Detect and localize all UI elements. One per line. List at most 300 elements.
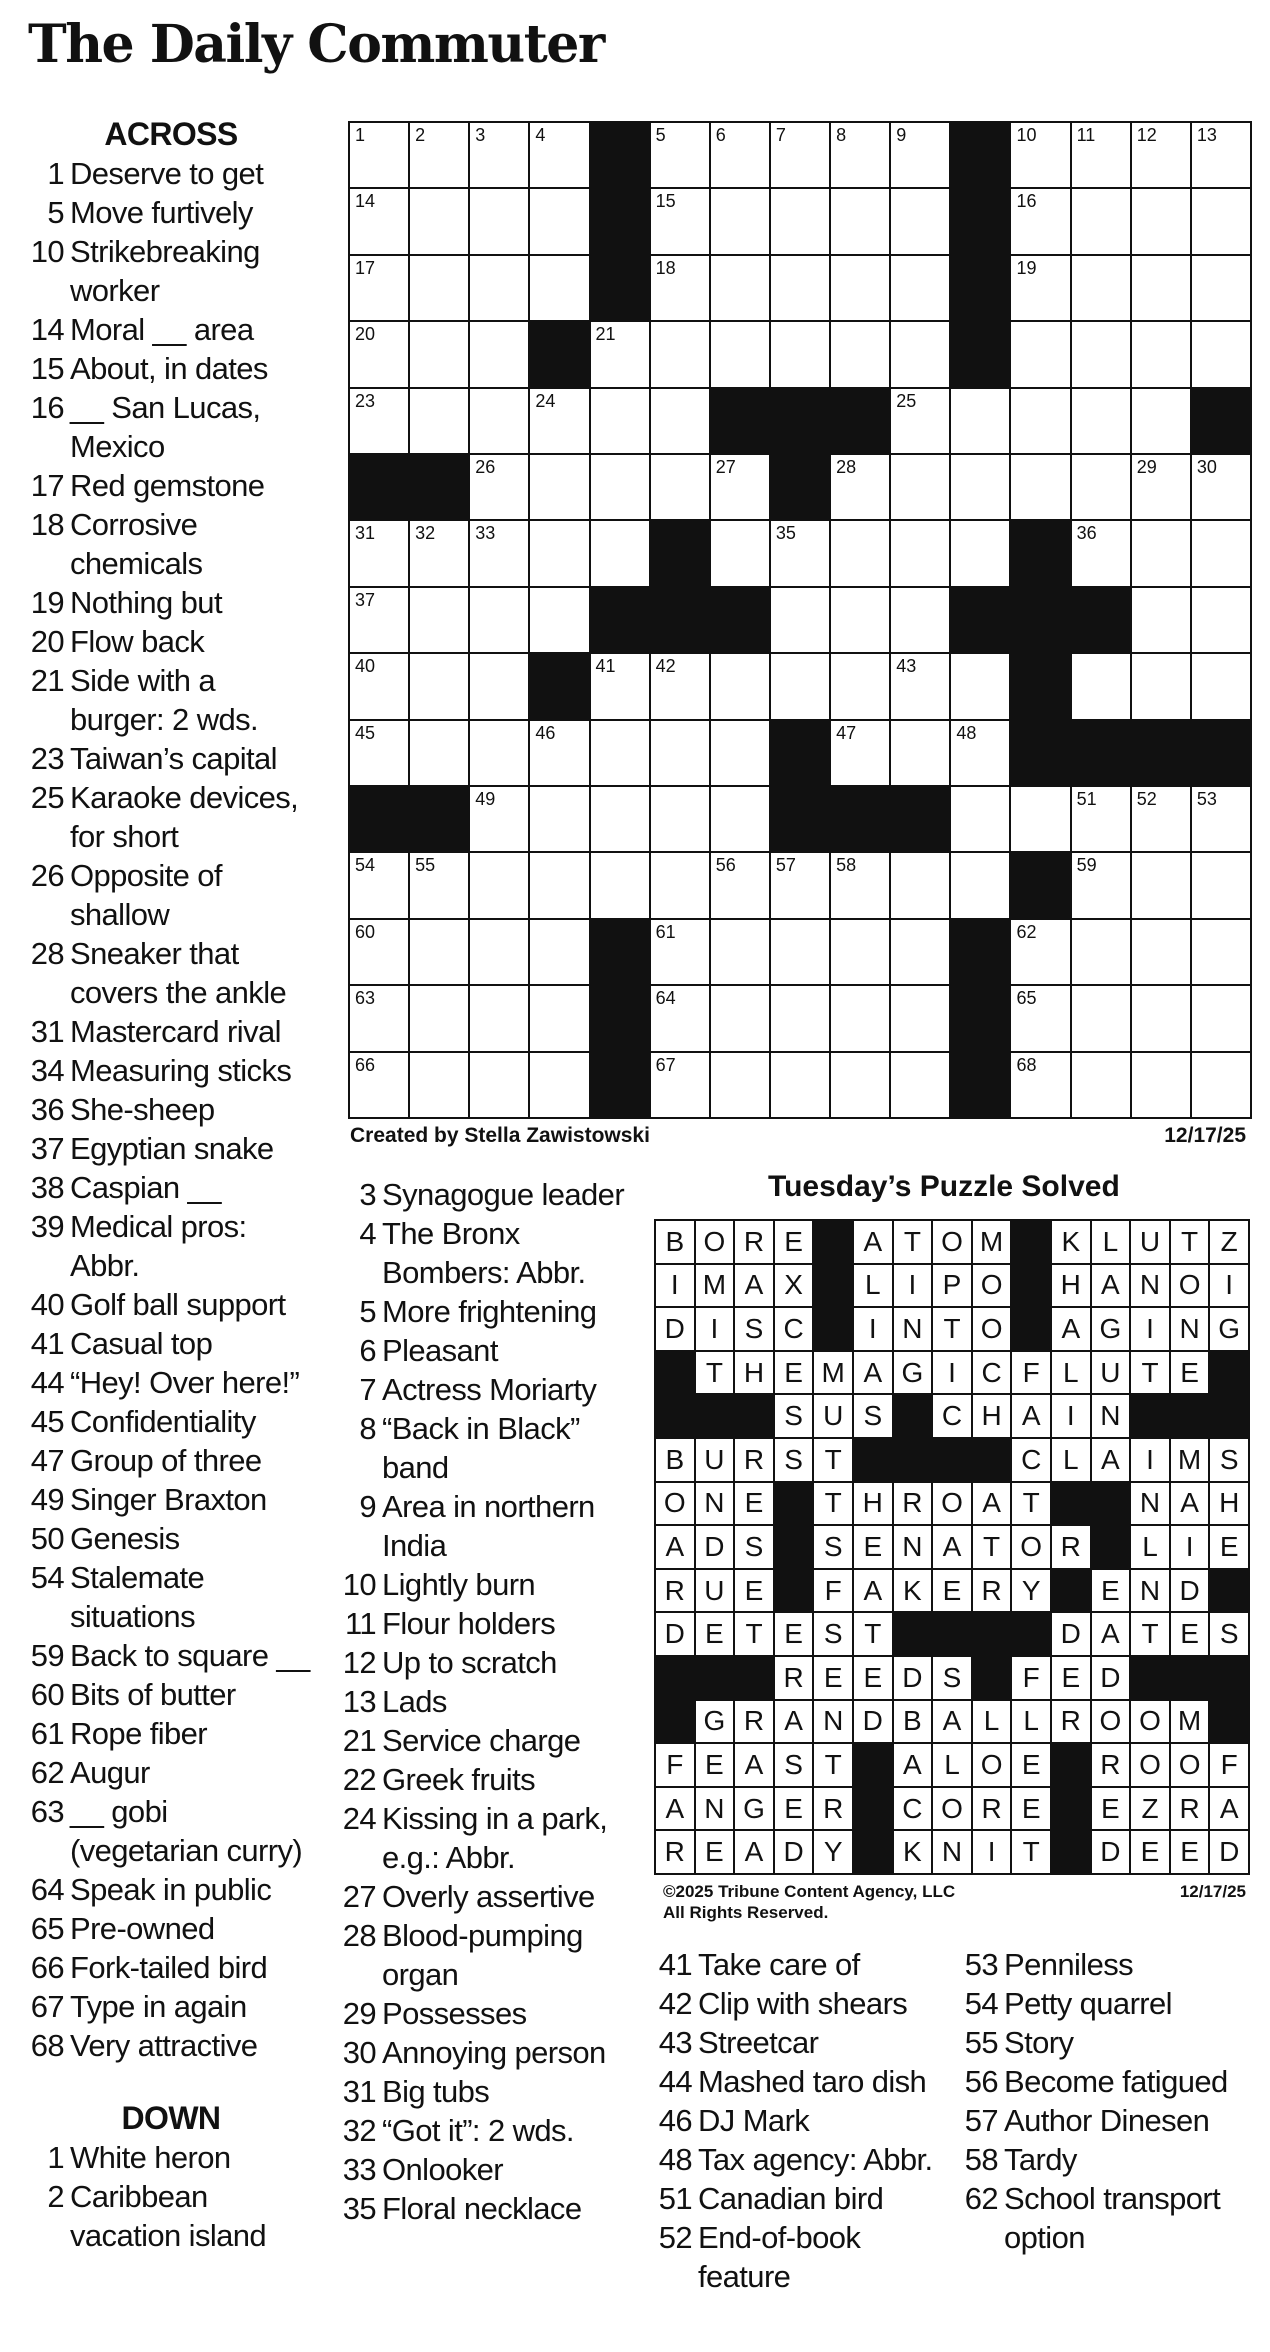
black-square bbox=[1192, 389, 1250, 453]
solution-letter: G bbox=[894, 1352, 932, 1394]
grid-cell[interactable] bbox=[831, 853, 889, 917]
grid-cell[interactable] bbox=[831, 521, 889, 585]
grid-cell[interactable] bbox=[470, 123, 528, 187]
grid-cell[interactable] bbox=[1011, 986, 1069, 1050]
grid-cell[interactable] bbox=[1011, 787, 1069, 851]
grid-cell[interactable] bbox=[831, 920, 889, 984]
grid-cell[interactable] bbox=[470, 521, 528, 585]
solution-letter: N bbox=[696, 1483, 734, 1525]
solution-letter: N bbox=[1131, 1570, 1169, 1612]
cell-number: 48 bbox=[956, 722, 977, 743]
grid-cell[interactable] bbox=[410, 853, 468, 917]
black-square bbox=[775, 1526, 813, 1568]
grid-cell[interactable] bbox=[951, 721, 1009, 785]
grid-cell[interactable] bbox=[410, 721, 468, 785]
grid-cell[interactable] bbox=[711, 521, 769, 585]
solution-letter: L bbox=[973, 1701, 1011, 1743]
grid-cell[interactable] bbox=[1072, 920, 1130, 984]
grid-cell[interactable] bbox=[470, 654, 528, 718]
grid-cell[interactable] bbox=[951, 654, 1009, 718]
grid-cell[interactable] bbox=[470, 189, 528, 253]
grid-cell[interactable] bbox=[410, 123, 468, 187]
grid-cell[interactable] bbox=[1132, 123, 1190, 187]
grid-cell[interactable] bbox=[1132, 920, 1190, 984]
grid-cell[interactable] bbox=[711, 654, 769, 718]
grid-cell[interactable] bbox=[711, 455, 769, 519]
grid-cell[interactable] bbox=[651, 123, 709, 187]
black-square bbox=[1012, 1221, 1050, 1263]
clue-item bbox=[26, 1012, 316, 1051]
grid-cell[interactable] bbox=[591, 322, 649, 386]
grid-cell[interactable] bbox=[1132, 389, 1190, 453]
grid-cell[interactable] bbox=[410, 521, 468, 585]
clue-item bbox=[26, 1909, 316, 1948]
grid-cell[interactable] bbox=[891, 322, 949, 386]
solution-letter: D bbox=[1171, 1570, 1209, 1612]
grid-cell[interactable] bbox=[771, 853, 829, 917]
solution-letter: D bbox=[1210, 1831, 1248, 1873]
grid-cell[interactable] bbox=[1132, 322, 1190, 386]
grid-cell[interactable] bbox=[891, 588, 949, 652]
solution-letter: D bbox=[1092, 1831, 1130, 1873]
clue-column-2 bbox=[338, 1175, 628, 2228]
black-square bbox=[951, 189, 1009, 253]
grid-cell[interactable] bbox=[771, 189, 829, 253]
clue-item bbox=[26, 583, 316, 622]
clue-item bbox=[26, 1480, 316, 1519]
black-square bbox=[854, 1788, 892, 1830]
grid-cell[interactable] bbox=[470, 322, 528, 386]
grid-cell[interactable] bbox=[530, 256, 588, 320]
grid-cell[interactable] bbox=[410, 256, 468, 320]
grid-cell[interactable] bbox=[1192, 322, 1250, 386]
grid-cell[interactable] bbox=[530, 588, 588, 652]
grid-cell[interactable] bbox=[651, 853, 709, 917]
black-square bbox=[951, 986, 1009, 1050]
clue-text: Mastercard rival bbox=[70, 1014, 281, 1049]
grid-cell[interactable] bbox=[470, 455, 528, 519]
across-clue-list bbox=[26, 154, 316, 2065]
clue-item bbox=[338, 1799, 628, 1877]
grid-cell[interactable] bbox=[891, 853, 949, 917]
grid-cell[interactable] bbox=[350, 721, 408, 785]
grid-cell[interactable] bbox=[350, 986, 408, 1050]
grid-cell[interactable] bbox=[1132, 986, 1190, 1050]
clue-number: 41 bbox=[30, 1326, 64, 1361]
grid-cell[interactable] bbox=[591, 721, 649, 785]
clue-item bbox=[26, 1753, 316, 1792]
grid-cell[interactable] bbox=[530, 721, 588, 785]
solution-letter: E bbox=[775, 1352, 813, 1394]
grid-cell[interactable] bbox=[1011, 920, 1069, 984]
grid-cell[interactable] bbox=[470, 787, 528, 851]
solution-letter: R bbox=[656, 1831, 694, 1873]
solution-letter: G bbox=[735, 1788, 773, 1830]
solution-letter: E bbox=[735, 1570, 773, 1612]
solution-letter: U bbox=[1131, 1221, 1169, 1263]
grid-cell[interactable] bbox=[651, 455, 709, 519]
black-square bbox=[1210, 1395, 1248, 1437]
grid-cell[interactable] bbox=[1072, 189, 1130, 253]
grid-cell[interactable] bbox=[891, 721, 949, 785]
grid-cell[interactable] bbox=[530, 189, 588, 253]
clue-item bbox=[338, 1214, 628, 1292]
clue-number: 21 bbox=[342, 1723, 376, 1758]
solution-letter: E bbox=[735, 1483, 773, 1525]
grid-cell[interactable] bbox=[951, 389, 1009, 453]
solution-letter: G bbox=[1092, 1308, 1130, 1350]
grid-cell[interactable] bbox=[1072, 1053, 1130, 1117]
grid-cell[interactable] bbox=[651, 654, 709, 718]
grid-cell[interactable] bbox=[1132, 1053, 1190, 1117]
grid-cell[interactable] bbox=[591, 521, 649, 585]
grid-cell[interactable] bbox=[1072, 389, 1130, 453]
grid-cell[interactable] bbox=[771, 654, 829, 718]
grid-cell[interactable] bbox=[1011, 455, 1069, 519]
clue-text: “Hey! Over here!” bbox=[70, 1365, 300, 1400]
grid-cell[interactable] bbox=[651, 1053, 709, 1117]
black-square bbox=[1011, 853, 1069, 917]
black-square bbox=[1210, 1570, 1248, 1612]
grid-cell[interactable] bbox=[891, 1053, 949, 1117]
grid-cell[interactable] bbox=[771, 920, 829, 984]
solution-letter: S bbox=[933, 1657, 971, 1699]
grid-cell[interactable] bbox=[350, 654, 408, 718]
grid-cell[interactable] bbox=[831, 1053, 889, 1117]
grid-cell[interactable] bbox=[651, 189, 709, 253]
cell-number: 67 bbox=[655, 1054, 676, 1075]
solution-letter: E bbox=[1092, 1788, 1130, 1830]
grid-cell[interactable] bbox=[530, 455, 588, 519]
grid-cell[interactable] bbox=[1072, 521, 1130, 585]
grid-cell[interactable] bbox=[1011, 389, 1069, 453]
copyright-line-2: All Rights Reserved. bbox=[663, 1903, 829, 1922]
solution-letter: S bbox=[775, 1744, 813, 1786]
grid-cell[interactable] bbox=[1192, 654, 1250, 718]
grid-cell[interactable] bbox=[711, 322, 769, 386]
solution-letter: E bbox=[814, 1657, 852, 1699]
grid-cell[interactable] bbox=[1192, 256, 1250, 320]
solution-letter: O bbox=[973, 1744, 1011, 1786]
clue-number: 48 bbox=[658, 2142, 692, 2177]
crossword-grid bbox=[348, 121, 1252, 1119]
cell-number: 28 bbox=[836, 457, 857, 477]
clue-item bbox=[338, 1409, 628, 1487]
solution-letter: Z bbox=[1210, 1221, 1248, 1263]
grid-cell[interactable] bbox=[470, 721, 528, 785]
solution-letter: N bbox=[1131, 1265, 1169, 1307]
grid-cell[interactable] bbox=[1132, 853, 1190, 917]
grid-cell[interactable] bbox=[350, 920, 408, 984]
grid-cell[interactable] bbox=[1192, 986, 1250, 1050]
grid-cell[interactable] bbox=[891, 389, 949, 453]
grid-cell[interactable] bbox=[891, 521, 949, 585]
grid-cell[interactable] bbox=[410, 189, 468, 253]
black-square bbox=[973, 1657, 1011, 1699]
grid-cell[interactable] bbox=[951, 787, 1009, 851]
solution-letter: I bbox=[1131, 1308, 1169, 1350]
grid-cell[interactable] bbox=[651, 920, 709, 984]
clue-number: 32 bbox=[342, 2113, 376, 2148]
grid-cell[interactable] bbox=[470, 588, 528, 652]
clue-number: 19 bbox=[30, 585, 64, 620]
solution-letter: A bbox=[656, 1526, 694, 1568]
page-title: The Daily Commuter bbox=[28, 14, 604, 75]
clue-item bbox=[26, 1675, 316, 1714]
solution-letter: G bbox=[696, 1701, 734, 1743]
grid-cell[interactable] bbox=[1072, 853, 1130, 917]
grid-cell[interactable] bbox=[1072, 986, 1130, 1050]
grid-cell[interactable] bbox=[831, 256, 889, 320]
grid-cell[interactable] bbox=[1132, 787, 1190, 851]
grid-cell[interactable] bbox=[1072, 256, 1130, 320]
grid-cell[interactable] bbox=[470, 256, 528, 320]
solution-letter: R bbox=[656, 1570, 694, 1612]
grid-cell[interactable] bbox=[470, 853, 528, 917]
grid-cell[interactable] bbox=[771, 1053, 829, 1117]
grid-cell[interactable] bbox=[410, 389, 468, 453]
grid-cell[interactable] bbox=[350, 588, 408, 652]
grid-cell[interactable] bbox=[771, 986, 829, 1050]
grid-cell[interactable] bbox=[1132, 521, 1190, 585]
grid-cell[interactable] bbox=[891, 189, 949, 253]
grid-cell[interactable] bbox=[1192, 920, 1250, 984]
black-square bbox=[933, 1613, 971, 1655]
clue-text: White heron bbox=[70, 2140, 231, 2175]
grid-cell[interactable] bbox=[771, 588, 829, 652]
grid-cell[interactable] bbox=[470, 986, 528, 1050]
grid-cell[interactable] bbox=[831, 123, 889, 187]
black-square bbox=[1012, 1265, 1050, 1307]
clue-text: Pleasant bbox=[382, 1333, 498, 1368]
grid-cell[interactable] bbox=[1132, 256, 1190, 320]
grid-cell[interactable] bbox=[831, 189, 889, 253]
black-square bbox=[771, 721, 829, 785]
grid-cell[interactable] bbox=[470, 389, 528, 453]
grid-cell[interactable] bbox=[350, 189, 408, 253]
black-square bbox=[1012, 1613, 1050, 1655]
black-square bbox=[1210, 1657, 1248, 1699]
grid-cell[interactable] bbox=[891, 455, 949, 519]
grid-cell[interactable] bbox=[711, 920, 769, 984]
cell-number: 25 bbox=[896, 390, 917, 411]
cell-number: 51 bbox=[1076, 789, 1097, 809]
black-square bbox=[951, 256, 1009, 320]
black-square bbox=[696, 1395, 734, 1437]
grid-cell[interactable] bbox=[350, 389, 408, 453]
grid-cell[interactable] bbox=[771, 322, 829, 386]
grid-cell[interactable] bbox=[1192, 123, 1250, 187]
grid-cell[interactable] bbox=[831, 455, 889, 519]
clue-item bbox=[654, 2140, 954, 2179]
grid-cell[interactable] bbox=[891, 654, 949, 718]
clue-item bbox=[960, 2140, 1250, 2179]
cell-number: 46 bbox=[535, 722, 556, 743]
grid-cell[interactable] bbox=[410, 588, 468, 652]
grid-cell[interactable] bbox=[1132, 189, 1190, 253]
clue-text: Genesis bbox=[70, 1521, 180, 1556]
grid-cell[interactable] bbox=[1192, 853, 1250, 917]
grid-cell[interactable] bbox=[1011, 1053, 1069, 1117]
clue-text: Singer Braxton bbox=[70, 1482, 267, 1517]
grid-cell[interactable] bbox=[831, 322, 889, 386]
grid-cell[interactable] bbox=[951, 853, 1009, 917]
grid-cell[interactable] bbox=[771, 123, 829, 187]
clue-text: Flow back bbox=[70, 624, 205, 659]
grid-cell[interactable] bbox=[891, 986, 949, 1050]
grid-cell[interactable] bbox=[410, 322, 468, 386]
clue-number: 7 bbox=[359, 1372, 376, 1407]
grid-cell[interactable] bbox=[891, 256, 949, 320]
grid-cell[interactable] bbox=[1192, 1053, 1250, 1117]
solution-letter: A bbox=[1012, 1395, 1050, 1437]
solution-letter: L bbox=[1012, 1701, 1050, 1743]
grid-cell[interactable] bbox=[711, 853, 769, 917]
clue-text: Big tubs bbox=[382, 2074, 490, 2109]
grid-cell[interactable] bbox=[711, 189, 769, 253]
grid-cell[interactable] bbox=[1192, 189, 1250, 253]
grid-cell[interactable] bbox=[951, 521, 1009, 585]
grid-cell[interactable] bbox=[711, 123, 769, 187]
grid-cell[interactable] bbox=[1192, 521, 1250, 585]
solution-letter: S bbox=[775, 1439, 813, 1481]
clue-text: Tax agency: Abbr. bbox=[698, 2142, 933, 2177]
grid-cell[interactable] bbox=[711, 986, 769, 1050]
grid-cell[interactable] bbox=[651, 721, 709, 785]
clue-number: 37 bbox=[30, 1131, 64, 1166]
grid-cell[interactable] bbox=[530, 1053, 588, 1117]
grid-cell[interactable] bbox=[1011, 256, 1069, 320]
solution-letter: A bbox=[854, 1221, 892, 1263]
grid-cell[interactable] bbox=[1011, 189, 1069, 253]
grid-cell[interactable] bbox=[651, 986, 709, 1050]
grid-cell[interactable] bbox=[1132, 588, 1190, 652]
clue-text: Strikebreaking worker bbox=[70, 234, 260, 308]
grid-cell[interactable] bbox=[891, 123, 949, 187]
grid-cell[interactable] bbox=[350, 322, 408, 386]
black-square bbox=[951, 588, 1009, 652]
grid-cell[interactable] bbox=[831, 654, 889, 718]
solution-letter: F bbox=[1012, 1657, 1050, 1699]
grid-cell[interactable] bbox=[350, 123, 408, 187]
grid-cell[interactable] bbox=[1072, 654, 1130, 718]
grid-cell[interactable] bbox=[410, 654, 468, 718]
grid-cell[interactable] bbox=[530, 389, 588, 453]
grid-cell[interactable] bbox=[831, 986, 889, 1050]
clue-number: 18 bbox=[30, 507, 64, 542]
grid-cell[interactable] bbox=[591, 787, 649, 851]
grid-cell[interactable] bbox=[350, 521, 408, 585]
solution-letter: D bbox=[854, 1701, 892, 1743]
cell-number: 33 bbox=[475, 523, 496, 544]
solution-letter: F bbox=[814, 1570, 852, 1612]
black-square bbox=[891, 787, 949, 851]
grid-cell[interactable] bbox=[591, 389, 649, 453]
grid-cell[interactable] bbox=[591, 455, 649, 519]
grid-cell[interactable] bbox=[410, 920, 468, 984]
grid-cell[interactable] bbox=[711, 721, 769, 785]
grid-cell[interactable] bbox=[651, 787, 709, 851]
grid-cell[interactable] bbox=[1132, 654, 1190, 718]
grid-cell[interactable] bbox=[711, 1053, 769, 1117]
grid-cell[interactable] bbox=[1072, 123, 1130, 187]
grid-cell[interactable] bbox=[591, 654, 649, 718]
clue-text: Synagogue leader bbox=[382, 1177, 625, 1212]
clue-text: Story bbox=[1004, 2025, 1074, 2060]
grid-cell[interactable] bbox=[891, 920, 949, 984]
grid-cell[interactable] bbox=[470, 920, 528, 984]
clue-column-3 bbox=[654, 1945, 954, 2296]
grid-cell[interactable] bbox=[831, 588, 889, 652]
clue-item bbox=[960, 2023, 1250, 2062]
grid-cell[interactable] bbox=[1011, 322, 1069, 386]
solution-letter: B bbox=[656, 1439, 694, 1481]
grid-cell[interactable] bbox=[530, 123, 588, 187]
grid-cell[interactable] bbox=[410, 986, 468, 1050]
grid-cell[interactable] bbox=[771, 256, 829, 320]
grid-cell[interactable] bbox=[951, 455, 1009, 519]
grid-cell[interactable] bbox=[771, 521, 829, 585]
grid-cell[interactable] bbox=[530, 986, 588, 1050]
solution-letter: Y bbox=[1012, 1570, 1050, 1612]
grid-cell[interactable] bbox=[410, 1053, 468, 1117]
grid-cell[interactable] bbox=[1072, 787, 1130, 851]
grid-cell[interactable] bbox=[530, 853, 588, 917]
solution-letter: A bbox=[933, 1701, 971, 1743]
cell-number: 60 bbox=[355, 921, 376, 942]
black-square bbox=[894, 1613, 932, 1655]
grid-cell[interactable] bbox=[651, 389, 709, 453]
solution-letter: A bbox=[735, 1831, 773, 1873]
grid-cell[interactable] bbox=[831, 721, 889, 785]
black-square bbox=[350, 787, 408, 851]
grid-cell[interactable] bbox=[1072, 322, 1130, 386]
grid-cell[interactable] bbox=[1072, 455, 1130, 519]
grid-cell[interactable] bbox=[651, 256, 709, 320]
grid-cell[interactable] bbox=[530, 787, 588, 851]
grid-cell[interactable] bbox=[1192, 787, 1250, 851]
grid-cell[interactable] bbox=[470, 1053, 528, 1117]
grid-cell[interactable] bbox=[1011, 123, 1069, 187]
clue-number: 9 bbox=[359, 1489, 376, 1524]
clue-item bbox=[26, 1636, 316, 1675]
solution-letter: A bbox=[894, 1744, 932, 1786]
grid-cell[interactable] bbox=[591, 853, 649, 917]
grid-cell[interactable] bbox=[711, 787, 769, 851]
grid-cell[interactable] bbox=[350, 853, 408, 917]
solution-letter: C bbox=[933, 1395, 971, 1437]
clue-number: 51 bbox=[658, 2181, 692, 2216]
clue-text: Fork-tailed bird bbox=[70, 1950, 268, 1985]
grid-cell[interactable] bbox=[530, 920, 588, 984]
grid-cell[interactable] bbox=[651, 322, 709, 386]
clue-number: 3 bbox=[359, 1177, 376, 1212]
grid-cell[interactable] bbox=[1132, 455, 1190, 519]
black-square bbox=[933, 1439, 971, 1481]
clue-text: DJ Mark bbox=[698, 2103, 810, 2138]
clue-item bbox=[26, 193, 316, 232]
solution-letter: T bbox=[894, 1221, 932, 1263]
grid-cell[interactable] bbox=[1192, 455, 1250, 519]
grid-cell[interactable] bbox=[1192, 588, 1250, 652]
grid-cell[interactable] bbox=[350, 1053, 408, 1117]
grid-cell[interactable] bbox=[350, 256, 408, 320]
clue-item bbox=[338, 2111, 628, 2150]
solution-letter: A bbox=[1092, 1439, 1130, 1481]
grid-cell[interactable] bbox=[530, 521, 588, 585]
grid-cell[interactable] bbox=[711, 256, 769, 320]
clue-text: Possesses bbox=[382, 1996, 527, 2031]
